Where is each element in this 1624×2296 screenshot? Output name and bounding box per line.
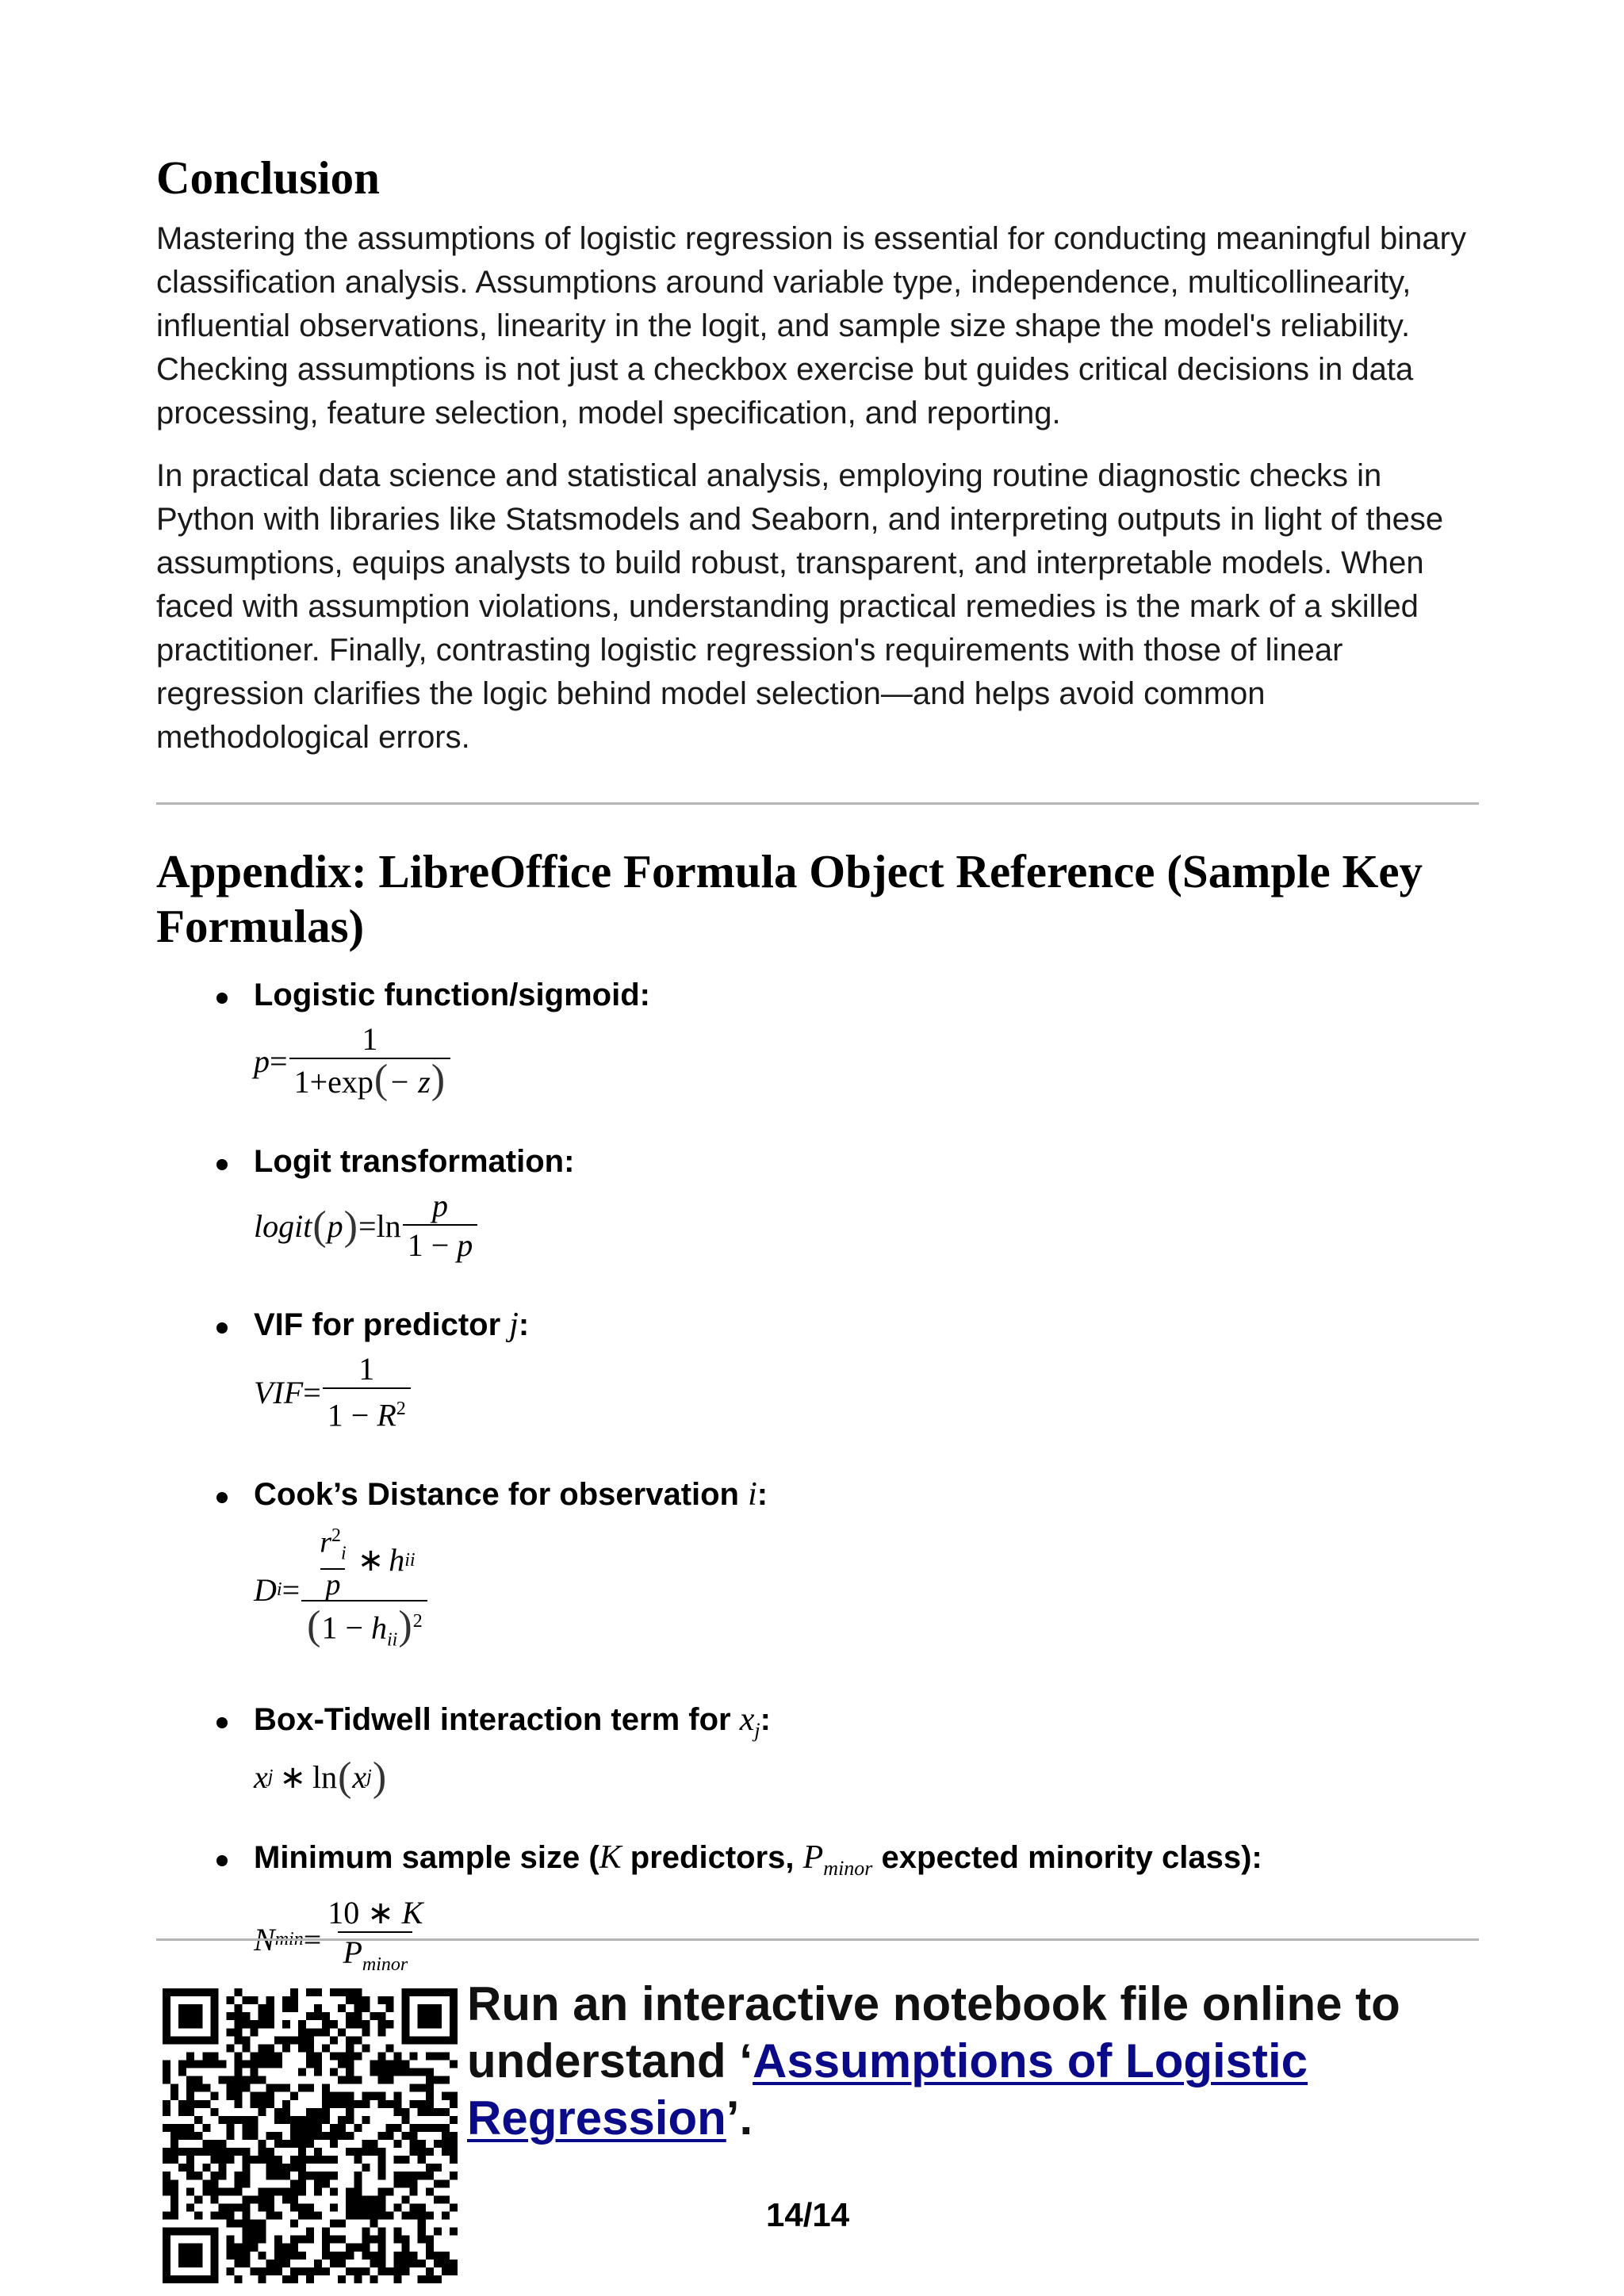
list-item <box>254 1302 1479 1435</box>
list-item <box>254 972 1479 1102</box>
formula-label: VIF for predictor j: <box>254 1306 530 1343</box>
formula-label: Logit transformation: <box>254 1143 575 1179</box>
bullet-icon <box>216 1492 228 1503</box>
formula-label: Logistic function/sigmoid: <box>254 977 650 1012</box>
logit-formula: logit ( p ) = ln $\frac{p}{1 - p}$ <box>254 1188 479 1265</box>
bullet-icon <box>216 1855 228 1866</box>
bullet-icon <box>216 1159 228 1170</box>
formula-label: Cook’s Distance for observation i: <box>254 1476 768 1513</box>
appendix-heading: Appendix: LibreOffice Formula Object Reference (Sample Key Formulas) <box>156 844 1423 953</box>
formula-label: Box-Tidwell interaction term for $x_j$: <box>254 1701 771 1742</box>
page-content <box>156 151 1479 2021</box>
footer <box>0 1958 1624 2296</box>
min-sample-size-formula: N min = $\frac{10 ∗ K}{P_{minor}}$ <box>254 1895 429 1984</box>
conclusion-heading: Conclusion <box>156 151 380 204</box>
notebook-link[interactable]: Assumptions of Logistic Regression <box>467 2034 1308 2145</box>
formula-label: Minimum sample size (K predictors, $P_{minor}$ expected minority class): <box>254 1839 1262 1880</box>
sigmoid-formula: p = $\frac{1}{1+\exp(- z)}$ <box>254 1021 452 1102</box>
list-item <box>254 1471 1479 1660</box>
box-tidwell-formula: x j ∗ ln ( x j ) <box>254 1754 387 1800</box>
page-number: 14/14 <box>766 2196 850 2233</box>
list-item <box>254 1138 1479 1265</box>
vif-formula: VIF = $\frac{1}{1 - R^2}$ <box>254 1351 412 1435</box>
bullet-icon <box>216 1322 228 1334</box>
cooks-distance-formula: D i = $\frac{r^2_i}{p}$ ∗ h ii $(1 - h_{ii})^2$ <box>254 1521 429 1660</box>
footer-divider <box>156 1938 1479 1941</box>
list-item <box>254 1697 1479 1798</box>
conclusion-paragraph-2: In practical data science and statistical analysis, employing routine diagnostic checks in Python with libraries like Statsmodels and Seaborn, and interpreting outputs in light of these assumptions, equips analysts to build robust, transparent, and interpretable models. When faced with assumption violations, understanding practical remedies is the mark of a skilled practitioner. Finally, contrasting logistic regression's requirements with those of linear regression clarifies the logic behind model selection—and helps avoid common methodological errors. <box>156 457 1444 755</box>
qr-code-icon[interactable] <box>163 1988 458 2283</box>
bullet-icon <box>216 993 228 1004</box>
bullet-icon <box>216 1717 228 1728</box>
notebook-call-to-action: Run an interactive notebook file online to understand ‘Assumptions of Logistic Regression’. <box>467 1977 1400 2145</box>
formula-list <box>156 972 1479 1984</box>
conclusion-paragraph-1: Mastering the assumptions of logistic regression is essential for conducting meaningful binary classification analysis. Assumptions around variable type, independence, multicollinearity, influential observations, linearity in the logit, and sample size shape the model's reliability. Checking assumptions is not just a checkbox exercise but guides critical decisions in data processing, feature selection, model specification, and reporting. <box>156 220 1466 430</box>
